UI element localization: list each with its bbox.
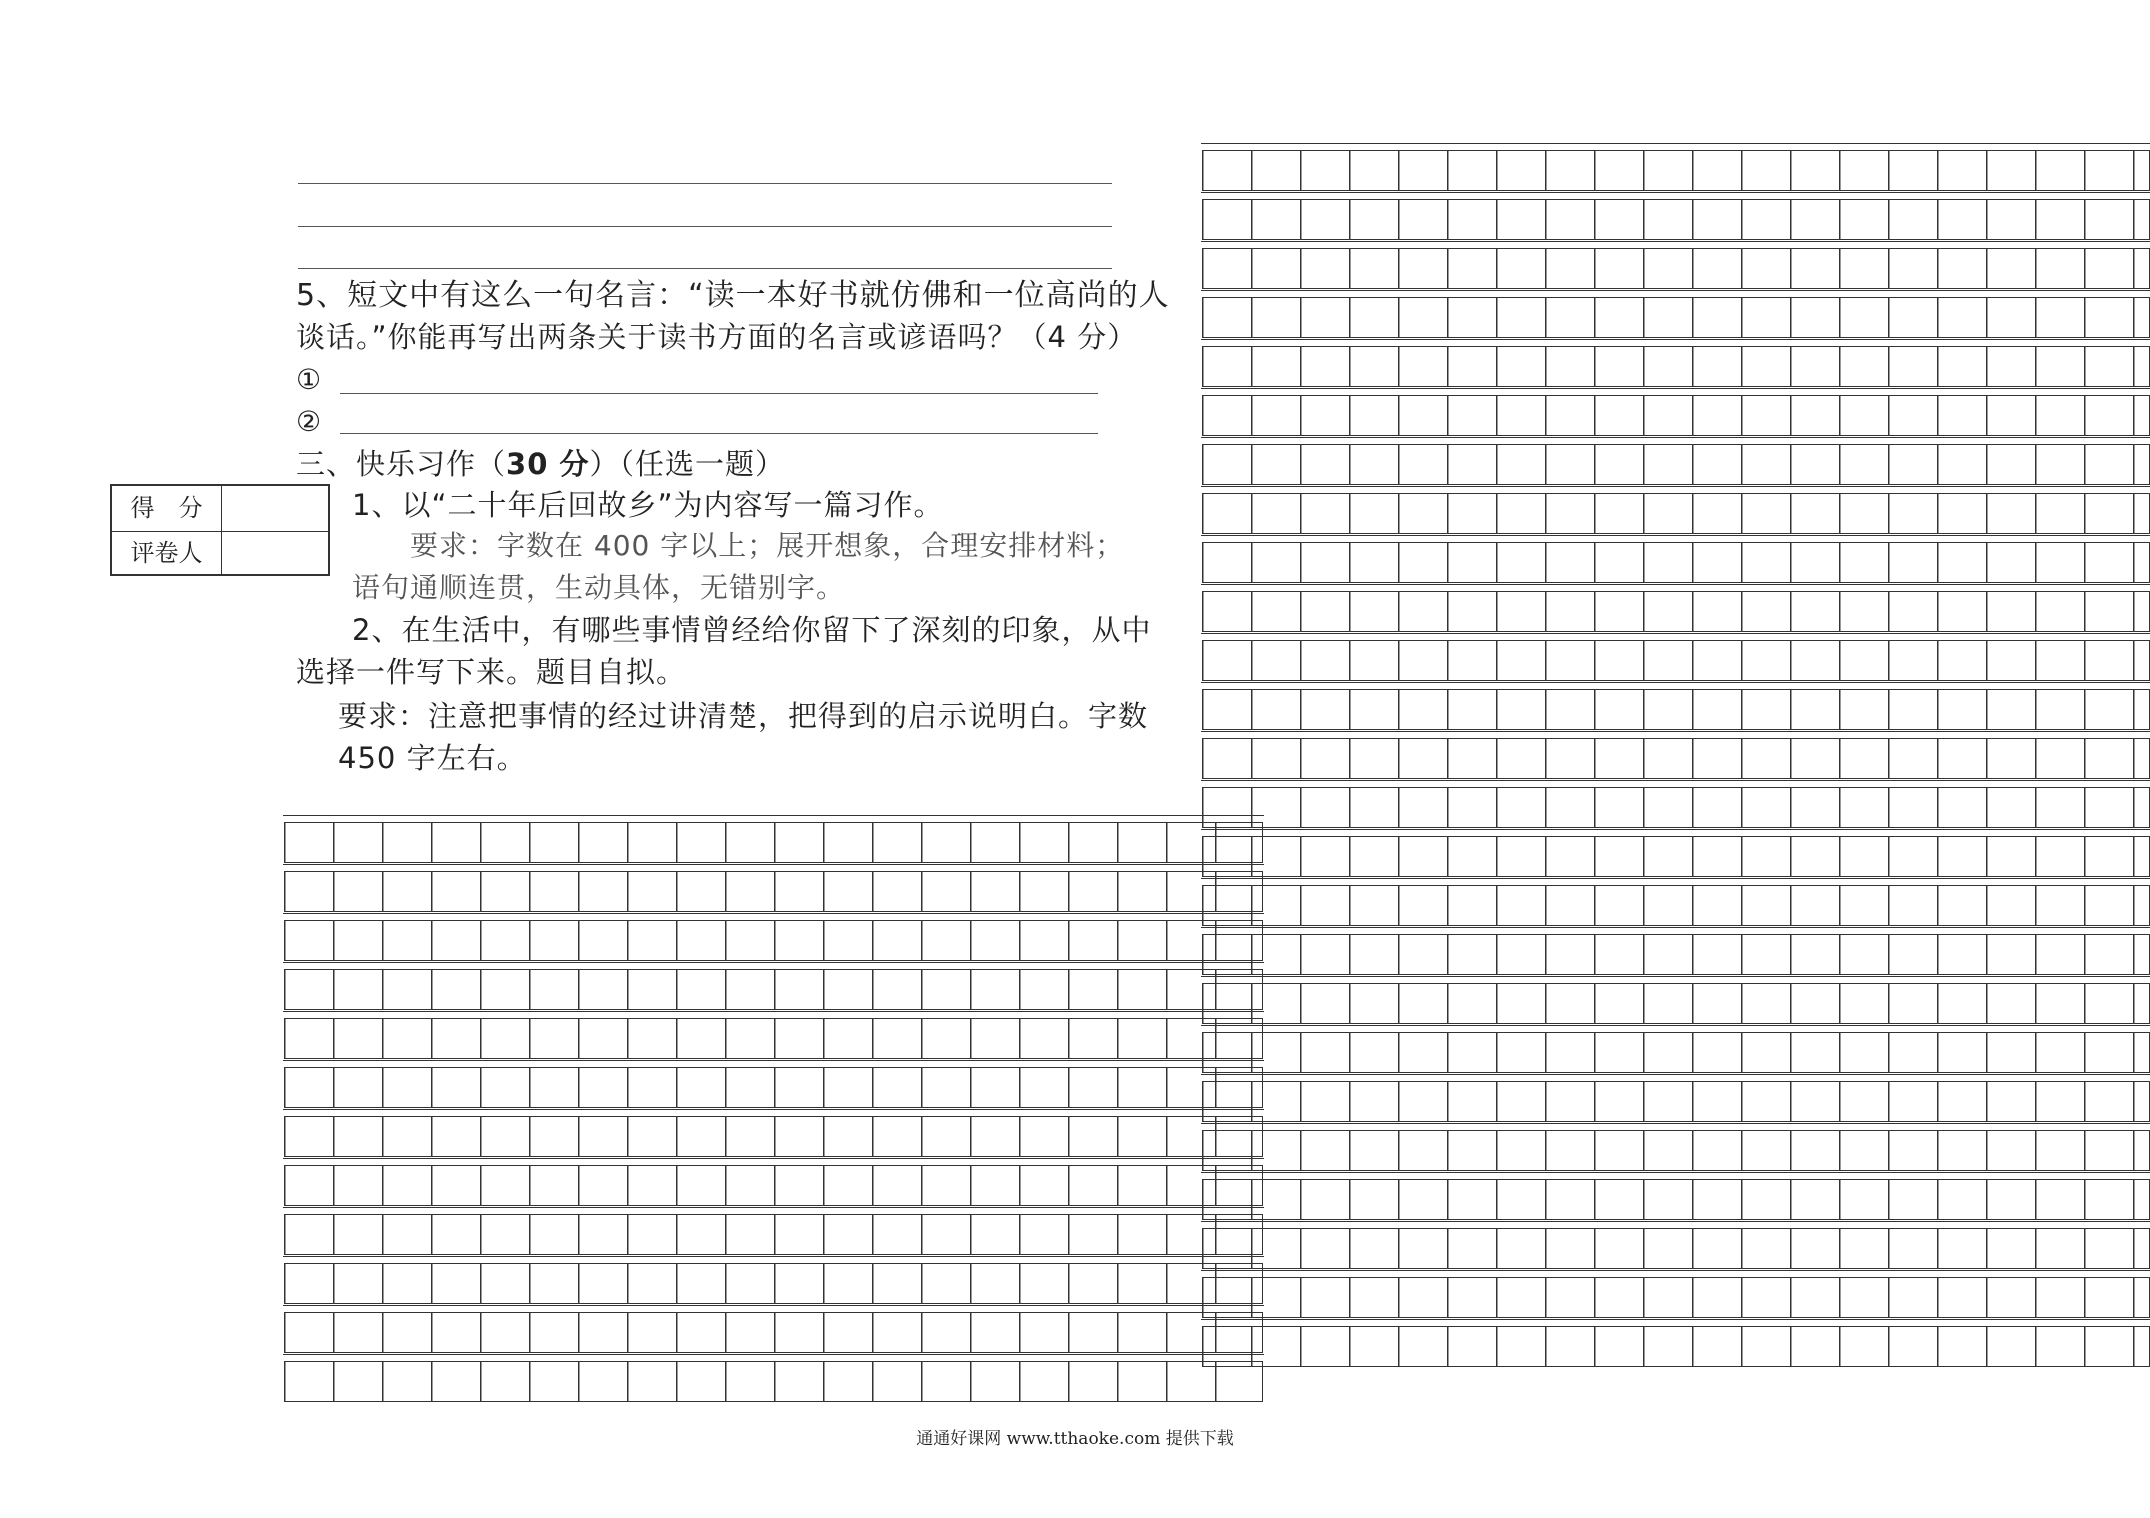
grid-row[interactable] [284, 1116, 1263, 1157]
question-5-line-1: 5、短文中有这么一句名言：“读一本好书就仿佛和一位高尚的人 [296, 278, 1170, 313]
grid-row[interactable] [1202, 395, 2150, 436]
grid-row[interactable] [284, 1018, 1263, 1059]
section-3-heading-prefix: 三、快乐习作（ [296, 447, 507, 481]
grid-row[interactable] [1202, 1326, 2150, 1367]
section-3-heading-suffix: ）（任选一题） [589, 447, 785, 481]
grid-row[interactable] [284, 920, 1263, 961]
grid-row[interactable] [1202, 591, 2150, 632]
grid-row[interactable] [284, 1312, 1263, 1353]
topic-1-requirement-line-1: 要求：字数在 400 字以上；展开想象，合理安排材料； [410, 529, 1125, 562]
grid-row[interactable] [1202, 640, 2150, 681]
topic-1-title: 1、以“二十年后回故乡”为内容写一篇习作。 [352, 488, 944, 522]
grid-row[interactable] [1202, 836, 2150, 877]
answer-marker-2: ② [296, 405, 323, 438]
grid-row[interactable] [1202, 787, 2150, 828]
grid-row[interactable] [284, 969, 1263, 1010]
grid-row[interactable] [1202, 493, 2150, 534]
grid-row[interactable] [1202, 689, 2150, 730]
grid-row[interactable] [284, 1214, 1263, 1255]
topic-2-requirement-line-2: 450 字左右。 [338, 741, 527, 775]
topic-2-requirement-line-1: 要求：注意把事情的经过讲清楚，把得到的启示说明白。字数 [338, 699, 1149, 733]
footer-source: 通通好课网 www.tthaoke.com 提供下载 [916, 1429, 1234, 1449]
grid-row[interactable] [1202, 1228, 2150, 1269]
grid-row[interactable] [1202, 934, 2150, 975]
grid-row[interactable] [1202, 738, 2150, 779]
score-row [112, 486, 328, 532]
grid-row[interactable] [1202, 983, 2150, 1024]
grid-row[interactable] [284, 1165, 1263, 1206]
answer-line-1[interactable] [340, 393, 1098, 394]
grid-row[interactable] [284, 1067, 1263, 1108]
grid-row[interactable] [1202, 199, 2150, 240]
answer-line[interactable] [298, 226, 1112, 227]
grid-row[interactable] [1202, 444, 2150, 485]
grid-row[interactable] [1202, 1179, 2150, 1220]
question-5-line-2: 谈话。”你能再写出两条关于读书方面的名言或谚语吗？（4 分） [296, 320, 1138, 354]
section-3-points: 30 分 [506, 447, 590, 481]
grid-row[interactable] [1202, 885, 2150, 926]
grader-row [112, 531, 328, 576]
grid-row[interactable] [1202, 542, 2150, 583]
grid-row[interactable] [1202, 346, 2150, 387]
grader-label: 评卷人 [112, 531, 222, 576]
grid-row[interactable] [1202, 297, 2150, 338]
answer-line[interactable] [298, 268, 1112, 269]
score-label: 得 分 [112, 486, 222, 531]
section-3-heading [296, 444, 785, 484]
grid-row[interactable] [1202, 150, 2150, 191]
answer-line-2[interactable] [340, 433, 1098, 434]
grid-row[interactable] [284, 1361, 1263, 1402]
grid-row[interactable] [1202, 1032, 2150, 1073]
topic-1-requirement-line-2: 语句通顺连贯，生动具体，无错别字。 [352, 571, 846, 604]
grid-row[interactable] [284, 1263, 1263, 1304]
grid-row[interactable] [284, 822, 1263, 863]
grid-row[interactable] [1202, 1130, 2150, 1171]
grid-row[interactable] [284, 871, 1263, 912]
grid-row[interactable] [1202, 1081, 2150, 1122]
score-box [110, 484, 330, 576]
topic-2-line-1: 2、在生活中，有哪些事情曾经给你留下了深刻的印象，从中 [352, 613, 1152, 647]
grid-row[interactable] [1202, 248, 2150, 289]
answer-line[interactable] [298, 183, 1112, 184]
grid-row[interactable] [1202, 1277, 2150, 1318]
topic-2-line-2: 选择一件写下来。题目自拟。 [296, 655, 687, 689]
answer-marker-1: ① [296, 363, 323, 396]
